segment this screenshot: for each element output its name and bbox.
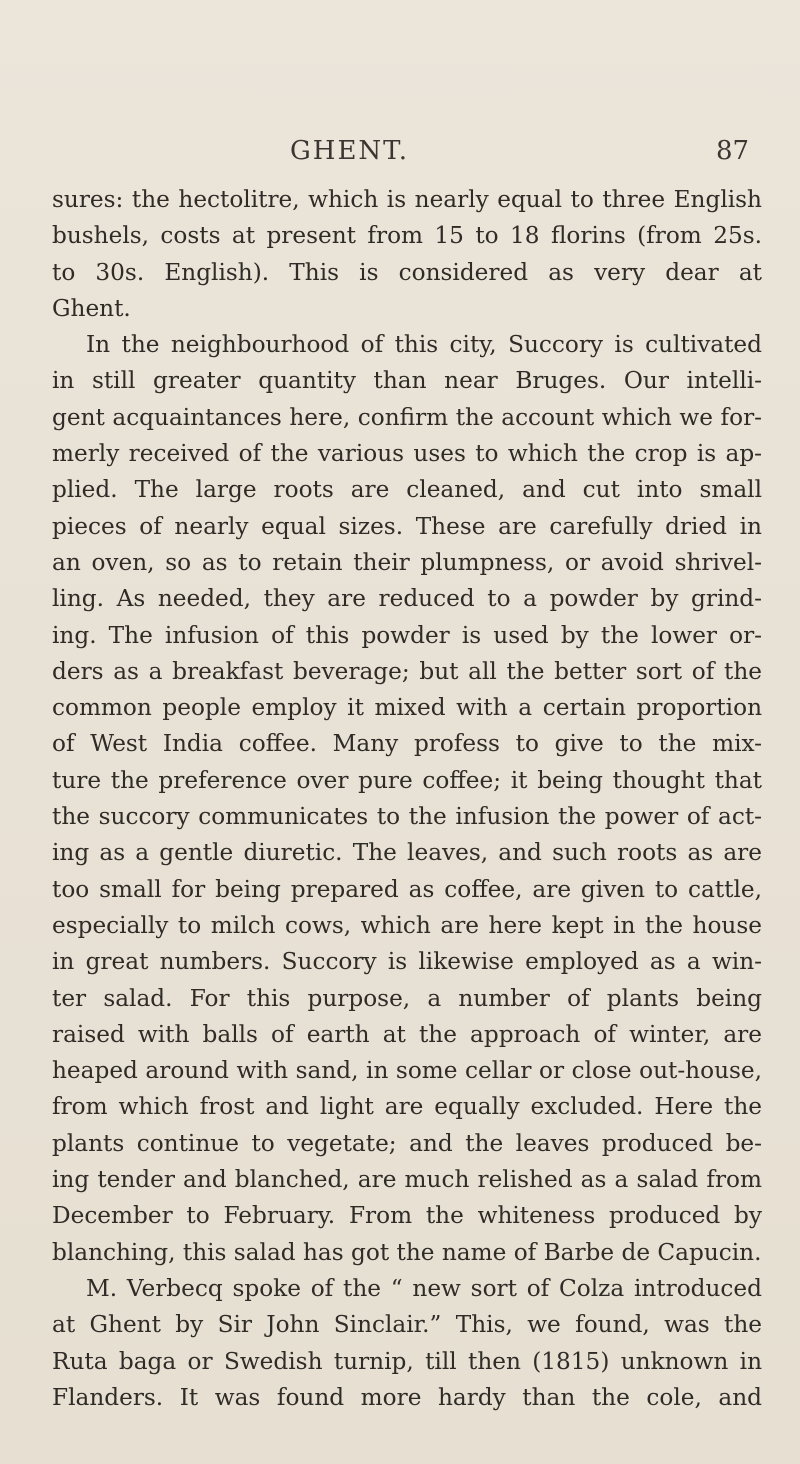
text-line: at Ghent by Sir John Sinclair.” This, we found, was the <box>52 1311 762 1339</box>
text-line: ders as a breakfast beverage; but all the better sort of the <box>52 657 762 685</box>
text-line: plants continue to vegetate; and the leaves produced be- <box>52 1129 762 1157</box>
text-line: bushels, costs at present from 15 to 18 florins (from 25s. <box>52 222 762 250</box>
running-head <box>0 136 800 176</box>
text-line: in great numbers. Succory is likewise employed as a win- <box>52 948 762 976</box>
text-line: merly received of the various uses to which the crop is ap- <box>52 440 762 468</box>
text-line: ing tender and blanched, are much relished as a salad from <box>52 1166 762 1194</box>
text-line: plied. The large roots are cleaned, and cut into small <box>52 476 762 504</box>
text-line: pieces of nearly equal sizes. These are carefully dried in <box>52 512 762 540</box>
text-line: heaped around with sand, in some cellar or close out-house, <box>52 1057 762 1085</box>
text-line: Ghent. <box>52 294 131 322</box>
text-line: ture the preference over pure coffee; it being thought that <box>52 766 762 794</box>
text-line: common people employ it mixed with a certain proportion <box>52 694 762 722</box>
text-line: Flanders. It was found more hardy than the cole, and <box>52 1383 762 1411</box>
text-line: M. Verbecq spoke of the “ new sort of Colza introduced <box>86 1274 762 1302</box>
text-line: the succory communicates to the infusion the power of act- <box>52 803 762 831</box>
text-line: ter salad. For this purpose, a number of plants being <box>52 984 762 1012</box>
text-line: Ruta baga or Swedish turnip, till then (1815) unknown in <box>52 1347 762 1375</box>
text-line: In the neighbourhood of this city, Succory is cultivated <box>86 331 762 359</box>
text-line: too small for being prepared as coffee, are given to cattle, <box>52 875 762 903</box>
text-line: sures: the hectolitre, which is nearly equal to three English <box>52 186 762 213</box>
running-title: GHENT. <box>290 136 409 166</box>
text-line: raised with balls of earth at the approach of winter, are <box>52 1020 762 1048</box>
text-line: blanching, this salad has got the name of Barbe de Capucin. <box>52 1238 762 1266</box>
text-line: ing. The infusion of this powder is used by the lower or- <box>52 621 762 649</box>
text-line: gent acquaintances here, confirm the account which we for- <box>52 403 762 431</box>
text-line: December to February. From the whiteness produced by <box>52 1202 762 1230</box>
text-line: ling. As needed, they are reduced to a powder by grind- <box>52 585 762 613</box>
text-line: an oven, so as to retain their plumpness, or avoid shrivel- <box>52 548 762 576</box>
text-line: to 30s. English). This is considered as very dear at <box>52 258 762 286</box>
body-text <box>52 182 762 1416</box>
text-line: especially to milch cows, which are here kept in the house <box>52 911 762 939</box>
text-line: from which frost and light are equally excluded. Here the <box>52 1093 762 1121</box>
page-number: 87 <box>716 136 750 166</box>
text-line: ing as a gentle diuretic. The leaves, and such roots as are <box>52 839 762 867</box>
text-line: of West India coffee. Many profess to give to the mix- <box>52 730 762 758</box>
text-line: in still greater quantity than near Bruges. Our intelli- <box>52 367 762 395</box>
